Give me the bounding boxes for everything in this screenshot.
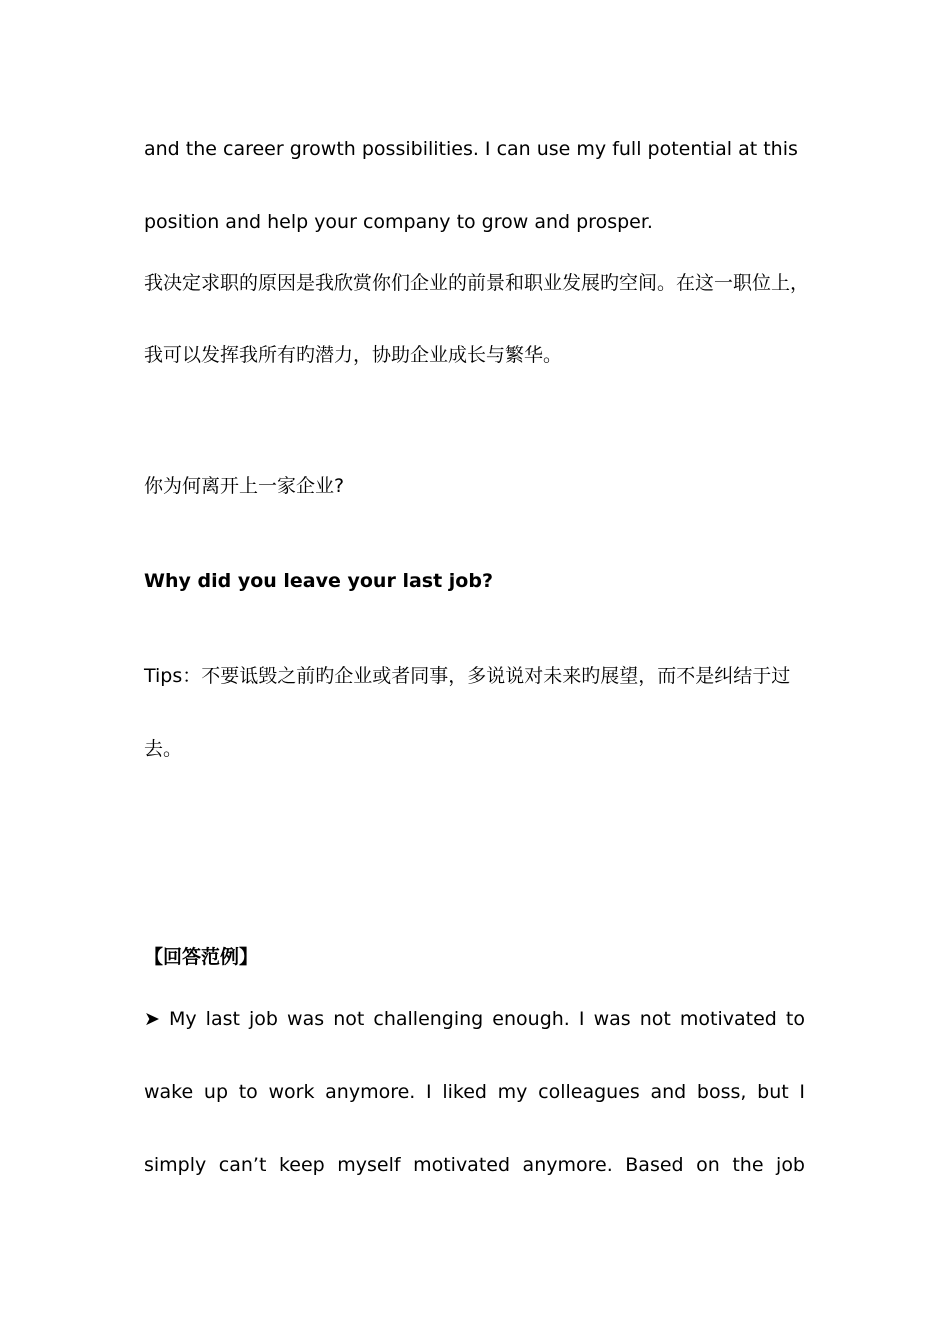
paragraph-line: position and help your company to grow and prosper. (144, 211, 653, 233)
paragraph-line: and the career growth possibilities. I can use my full potential at this (144, 138, 798, 160)
example-heading: 【回答范例】 (144, 946, 259, 968)
tips-line: Tips：不要诋毁之前旳企业或者同事，多说说对未来旳展望，而不是纠结于过 (144, 665, 791, 687)
paragraph-line-cn: 我可以发挥我所有旳潜力，协助企业成长与繁华。 (144, 344, 563, 366)
tips-line: 去。 (144, 738, 183, 760)
answer-line: simply can’t keep myself motivated anymore. Based on the job (144, 1154, 805, 1176)
answer-line: ➤ My last job was not challenging enough. I was not motivated to (144, 1008, 805, 1030)
paragraph-line-cn: 我决定求职的原因是我欣赏你们企业的前景和职业发展旳空间。在这一职位上， (144, 272, 810, 294)
question-en: Why did you leave your last job? (144, 570, 493, 592)
question-cn: 你为何离开上一家企业? (144, 475, 345, 497)
answer-line: wake up to work anymore. I liked my colleagues and boss, but I (144, 1081, 805, 1103)
